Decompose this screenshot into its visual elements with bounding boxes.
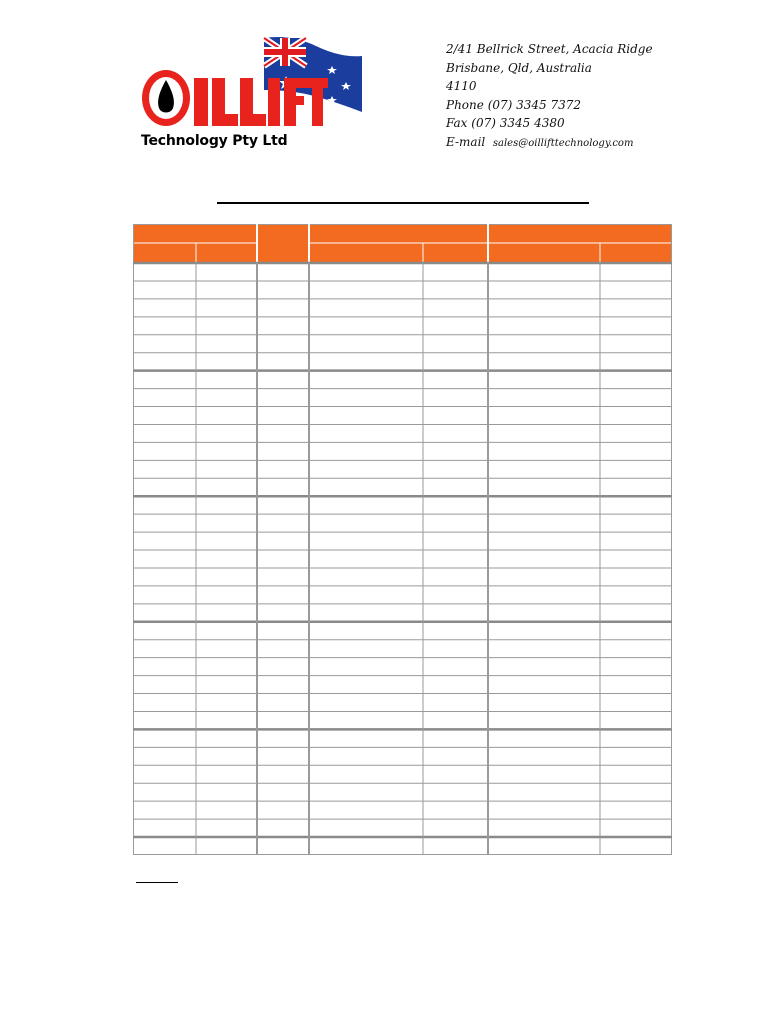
phone-line bbox=[446, 96, 653, 115]
address-line2: Brisbane, Qld, Australia bbox=[446, 60, 592, 75]
title-underline bbox=[217, 202, 589, 204]
footnote-rule bbox=[136, 882, 178, 883]
company-address bbox=[446, 40, 653, 154]
fax-value: (07) 3345 4380 bbox=[471, 116, 565, 131]
table-header-cell bbox=[258, 225, 308, 262]
data-grid-table bbox=[133, 224, 672, 855]
email-line bbox=[446, 133, 653, 154]
phone-value: (07) 3345 7372 bbox=[487, 97, 582, 112]
email-label: E-mail bbox=[446, 134, 486, 149]
address-line1: 2/41 Bellrick Street, Acacia Ridge bbox=[446, 42, 653, 56]
phone-label: Phone bbox=[446, 97, 484, 112]
table-border bbox=[133, 224, 672, 855]
logo-wordmark bbox=[142, 70, 328, 126]
address-postcode: 4110 bbox=[446, 79, 477, 94]
email-value[interactable]: sales@oillifttechnology.com bbox=[492, 137, 634, 149]
fax-line bbox=[446, 114, 653, 133]
company-name: Technology Pty Ltd bbox=[141, 133, 288, 149]
fax-label: Fax bbox=[446, 116, 468, 131]
